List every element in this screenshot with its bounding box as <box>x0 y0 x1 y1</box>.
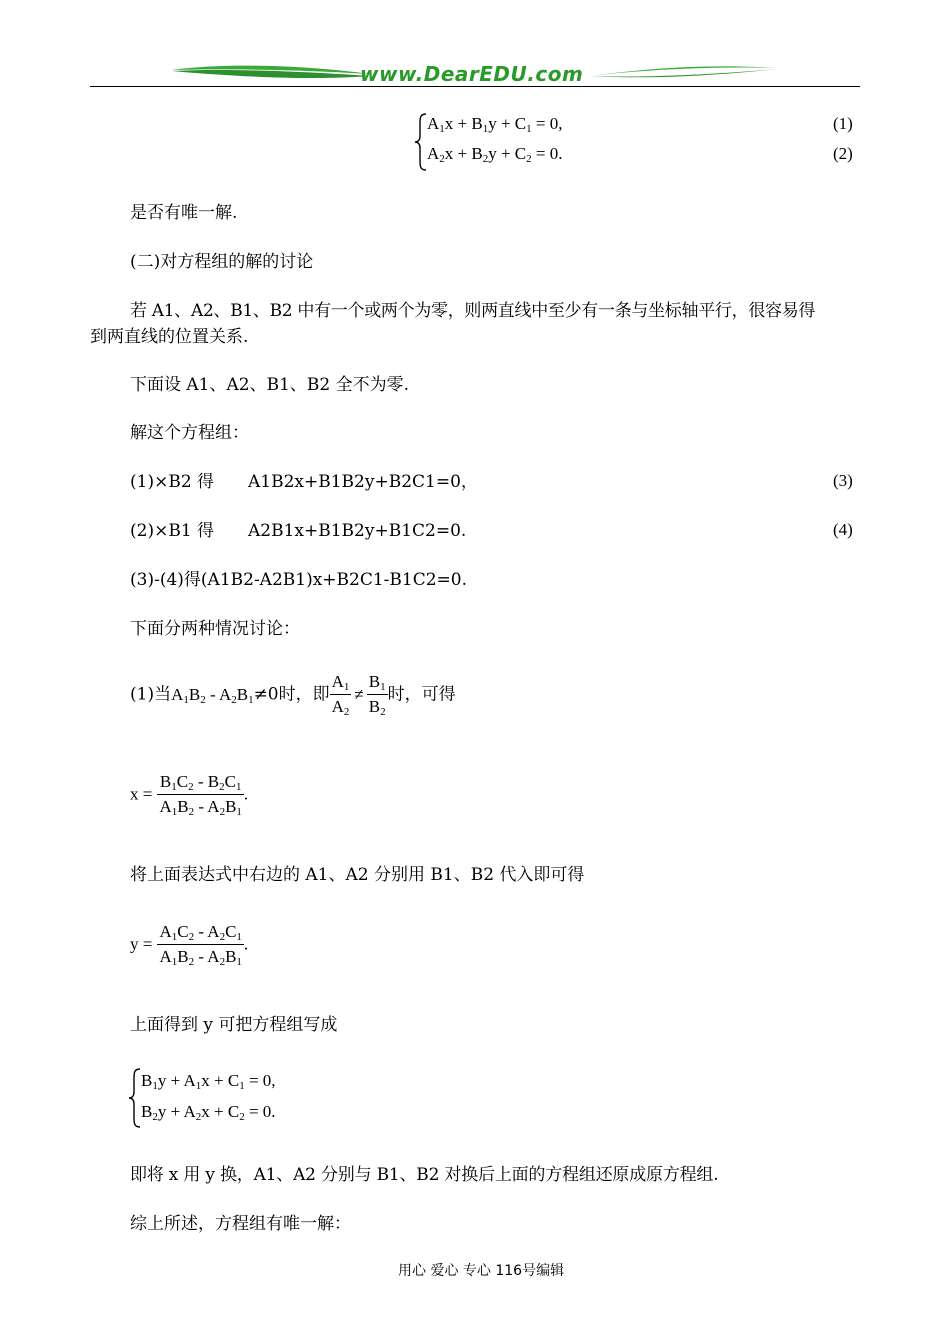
system-2-eq2: $B_2y + A_2x + C_2 = 0$. <box>141 1102 276 1123</box>
fraction-b1-over-b2: $\frac{B_1}{B_2}$ <box>368 672 386 718</box>
case-1-line <box>130 672 456 717</box>
x-formula-period: . <box>243 784 249 804</box>
paragraph-conclusion: 综上所述，方程组有唯一解： <box>130 1214 351 1234</box>
system-2-brace <box>128 1067 142 1129</box>
system-1 <box>414 110 864 172</box>
y-formula-period: . <box>243 934 249 954</box>
step-2-equation: A2B1x+B1B2y+B1C2=0. <box>248 521 467 541</box>
step-3-subtract: (3)-(4)得(A1B2-A2B1)x+B2C1-B1C2=0. <box>130 570 468 590</box>
y-formula-fraction: $\frac{A_1C_2 - A_2C_1}{A_1B_2 - A_2B_1}$ <box>159 922 242 968</box>
system-2-eq1: $B_1y + A_1x + C_1 = 0$, <box>141 1071 276 1092</box>
system-1-eq2: $A_2x + B_2y + C_2 = 0$. <box>427 144 563 165</box>
case-1-mid: ≠0时，即 <box>253 684 330 705</box>
paragraph-two-cases: 下面分两种情况讨论： <box>130 619 300 639</box>
system-1-brace <box>414 112 428 172</box>
paragraph-zero-case-line2: 到两直线的位置关系. <box>90 327 249 347</box>
paragraph-solve: 解这个方程组： <box>130 423 249 443</box>
case-1-prefix: (1)当 <box>130 684 172 705</box>
fraction-a1-over-a2: $\frac{A_1}{A_2}$ <box>331 672 350 718</box>
case-1-suffix: 时，可得 <box>387 684 456 705</box>
eq-tag-2: (2) <box>833 144 853 163</box>
case-1-determinant: $A_1B_2 - A_2B_1$ <box>171 684 254 706</box>
paragraph-assume-nonzero: 下面设 A1、A2、B1、B2 全不为零. <box>130 375 410 395</box>
section-heading-discussion: (二)对方程组的解的讨论 <box>130 252 314 272</box>
y-formula-lhs: y = <box>130 934 153 954</box>
x-formula <box>130 772 248 817</box>
step-2-label: (2)×B1 得 <box>130 521 215 541</box>
logo-text: www.DearEDU.com <box>360 62 584 86</box>
paragraph-zero-case-line1: 若 A1、A2、B1、B2 中有一个或两个为零，则两直线中至少有一条与坐标轴平行，很容易得 <box>130 301 816 321</box>
eq-tag-4: (4) <box>833 520 853 539</box>
step-1-label: (1)×B2 得 <box>130 472 215 492</box>
paragraph-substitute: 将上面表达式中右边的 A1、A2 分别用 B1、B2 代入即可得 <box>130 865 585 885</box>
paragraph-unique-solution: 是否有唯一解. <box>130 203 238 223</box>
not-equal-sign: ≠ <box>354 684 364 704</box>
step-1-equation: A1B2x+B1B2y+B2C1=0， <box>248 472 478 492</box>
header-logo <box>170 58 780 88</box>
x-formula-fraction: $\frac{B_1C_2 - B_2C_1}{A_1B_2 - A_2B_1}$ <box>159 772 242 818</box>
eq-tag-3: (3) <box>833 471 853 490</box>
header-rule <box>90 86 860 87</box>
page-footer: 用心 爱心 专心 116号编辑 <box>398 1263 565 1279</box>
x-formula-lhs: x = <box>130 784 153 804</box>
eq-tag-1: (1) <box>833 114 853 133</box>
paragraph-rewrite-system: 上面得到 y 可把方程组写成 <box>130 1015 338 1035</box>
system-1-eq1: $A_1x + B_1y + C_1 = 0$, <box>427 114 563 135</box>
paragraph-swap: 即将 x 用 y 换，A1、A2 分别与 B1、B2 对换后上面的方程组还原成原方程组. <box>130 1165 719 1185</box>
y-formula <box>130 922 248 967</box>
system-2 <box>128 1066 428 1130</box>
